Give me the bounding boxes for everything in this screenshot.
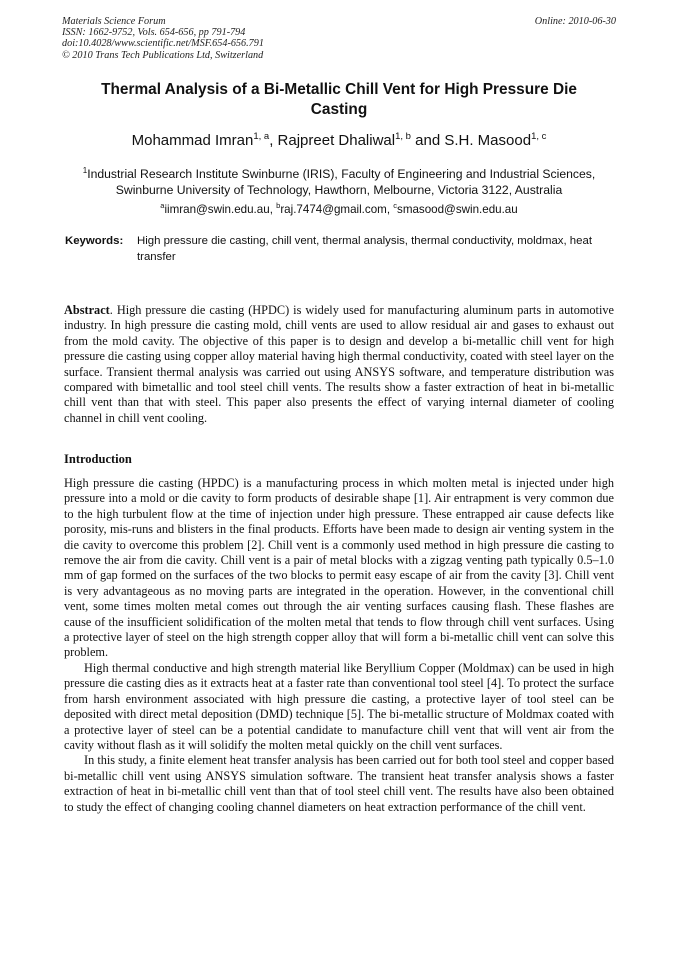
- email-mark: a: [160, 201, 165, 210]
- abstract: [64, 303, 614, 426]
- email-address: raj.7474@gmail.com: [280, 202, 387, 216]
- abstract-label: Abstract: [64, 303, 110, 317]
- keywords-text: High pressure die casting, chill vent, thermal analysis, thermal conductivity, moldmax, heat transfer: [137, 235, 592, 263]
- abstract-text: . High pressure die casting (HPDC) is widely used for manufacturing aluminum parts in automotive industry. In high pressure die casting mold, chill vents are used to allow residual air and gases to exhaust out from the mold cavity. The objective of this paper is to design and develop a bi-metallic chill vent for high pressure die casting using copper alloy material having high thermal conductivity, coated with steel layer on the surface. Transient thermal analysis was carried out using ANSYS software, and temperature distribution was compared with bimetallic and tool steel chill vents. The results show a faster extraction of heat in bi-metallic chill vent than that with steel. This paper also presents the effect of varying internal diameter of cooling channel in chill vent cooling.: [64, 303, 615, 425]
- email-mark: b: [276, 201, 281, 210]
- journal-issn: ISSN: 1662-9752, Vols. 654-656, pp 791-794: [62, 27, 246, 39]
- email-separator: ,: [386, 202, 394, 216]
- affiliation: [56, 163, 622, 198]
- journal-copyright: © 2010 Trans Tech Publications Ltd, Switzerland: [62, 49, 264, 61]
- author-name: S.H. Masood: [444, 132, 532, 149]
- paragraph: High pressure die casting (HPDC) is a manufacturing process in which molten metal is injected under high pressure into a mold or die cavity to form products of desirable shape [1]. Air entrapment is very common due to the high turbulent flow at the time of injection under high pressure. These entrapped air cause defects like porosity, mis-runs and blisters in the final products. Efforts have been made to design air venting system in the die cavity to overcome this problem [2]. Chill vent is a commonly used method in high pressure die casting to remove the air from die cavity. Chill vent is a pair of metal blocks with a zigzag venting path typically 0.5–1.0 mm of gap formed on the surfaces of the two blocks to permit easy escape of air from the cavity [3]. Chill vent is very advantageous as no moving parts are integrated in the operation. However, in the conventional chill vent, some times molten metal comes out through the air venting surfaces causing flash. These flashes are cause of the insufficient solidification of the molten metal that tends to flow through chill vent surfaces. Using a protective layer of steel on the high strength copper alloy that will form a bi-metallic chill vent can solve this problem.: [64, 476, 614, 660]
- email-address: iimran@swin.edu.au: [164, 202, 270, 216]
- keywords-label: Keywords:: [65, 235, 124, 247]
- online-date: Online: 2010-06-30: [534, 16, 616, 27]
- journal-doi: doi:10.4028/www.scientific.net/MSF.654-656.791: [62, 38, 264, 50]
- section-heading-introduction: Introduction: [64, 452, 132, 466]
- author-name: Mohammad Imran: [131, 132, 254, 149]
- introduction-body: [64, 476, 614, 815]
- email-mark: c: [393, 201, 398, 210]
- journal-header: [62, 16, 616, 61]
- paragraph: High thermal conductive and high strength material like Beryllium Copper (Moldmax) can be used in high pressure die casting dies as it extracts heat at a faster rate than conventional tool steel [4]. To protect the surface from harsh environment associated with high pressure die casting, a protective layer of tool steel can be deposited with direct metal deposition (DMD) technique [5]. The bi-metallic structure of Moldmax coated with a protective layer of steel can be a potential candidate to manufacture chill vent that will vent air from the cavity without flash as it will solidify the molten metal quickly on the chill vent surfaces.: [64, 660, 614, 752]
- author-list: [40, 128, 638, 150]
- email-address: smasood@swin.edu.au: [397, 202, 518, 216]
- author-affiliation-mark: 1, b: [395, 131, 411, 142]
- author-name: Rajpreet Dhaliwal: [277, 132, 396, 149]
- author-affiliation-mark: 1, a: [253, 131, 270, 142]
- author-separator: ,: [269, 132, 278, 149]
- email-separator: ,: [269, 202, 277, 216]
- affiliation-text: Industrial Research Institute Swinburne (IRIS), Faculty of Engineering and Industrial Sciences, Swinburne University of Technology, Hawthorn, Melbourne, Victoria 3122, Australia: [87, 167, 596, 198]
- author-affiliation-mark: 1, c: [531, 131, 547, 142]
- paper-title: Thermal Analysis of a Bi-Metallic Chill Vent for High Pressure Die Casting: [101, 81, 577, 118]
- keywords: [65, 234, 618, 265]
- paragraph: In this study, a finite element heat transfer analysis has been carried out for both tool steel and copper based bi-metallic chill vent using ANSYS simulation software. The transient heat transfer analysis shows a faster extraction of heat in bi-metallic chill vent than that of tool steel chill vent. The results have also been obtained to study the effect of changing cooling channel diameters on heat extraction performance of the chill vent.: [64, 753, 614, 814]
- affiliation-mark: 1: [82, 166, 88, 175]
- journal-name: Materials Science Forum: [62, 16, 166, 27]
- journal-info: [62, 16, 616, 61]
- email-list: [40, 199, 638, 217]
- author-separator: and: [410, 132, 445, 149]
